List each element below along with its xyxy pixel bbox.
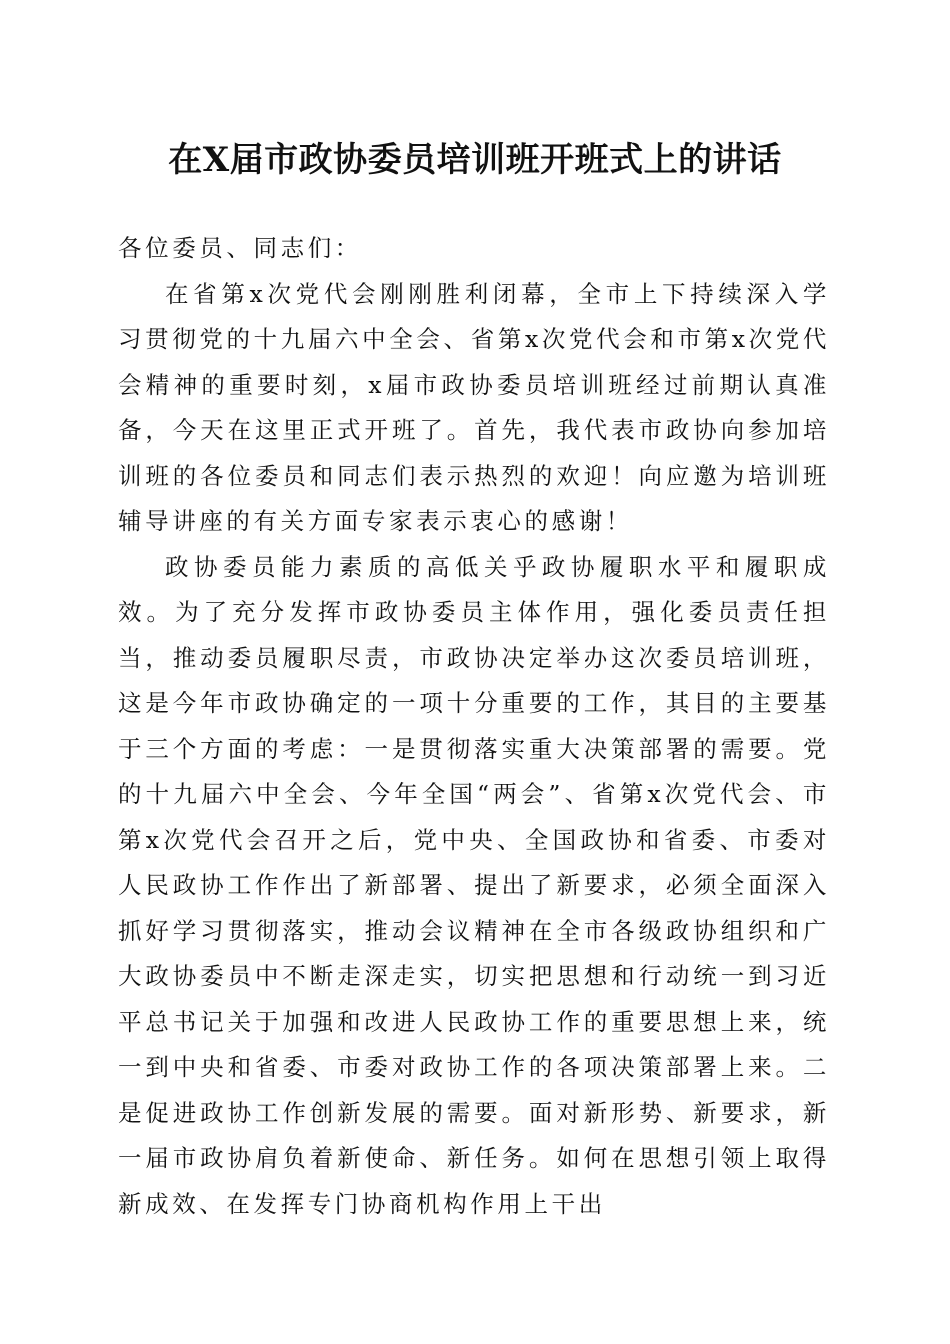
paragraph-2: 政协委员能力素质的高低关乎政协履职水平和履职成效。为了充分发挥市政协委员主体作用，强化委员责任担当，推动委员履职尽责，市政协决定举办这次委员培训班，这是今年市政协确定的一项十分重要的工作，其目的主要基于三个方面的考虑：一是贯彻落实重大决策部署的需要。党的十九届六中全会、今年全国“两会”、省第x次党代会、市第x次党代会召开之后，党中央、全国政协和省委、市委对人民政协工作作出了新部署、提出了新要求，必须全面深入抓好学习贯彻落实，推动会议精神在全市各级政协组织和广大政协委员中不断走深走实，切实把思想和行动统一到习近平总书记关于加强和改进人民政协工作的重要思想上来，统一到中央和省委、市委对政协工作的各项决策部署上来。二是促进政协工作创新发展的需要。面对新形势、新要求，新一届市政协肩负着新使命、新任务。如何在思想引领上取得新成效、在发挥专门协商机构作用上干出 [118,552,830,1218]
document-title: 在X届市政协委员培训班开班式上的讲话 [168,140,782,180]
paragraph-1: 在省第x次党代会刚刚胜利闭幕，全市上下持续深入学习贯彻党的十九届六中全会、省第x次党代会和市第x次党代会精神的重要时刻，x届市政协委员培训班经过前期认真准备，今天在这里正式开班了。首先，我代表市政协向参加培训班的各位委员和同志们表示热烈的欢迎！向应邀为培训班辅导讲座的有关方面专家表示衷心的感谢！ [118,279,830,535]
document-body [118,226,830,1227]
salutation: 各位委员、同志们： [118,234,362,262]
